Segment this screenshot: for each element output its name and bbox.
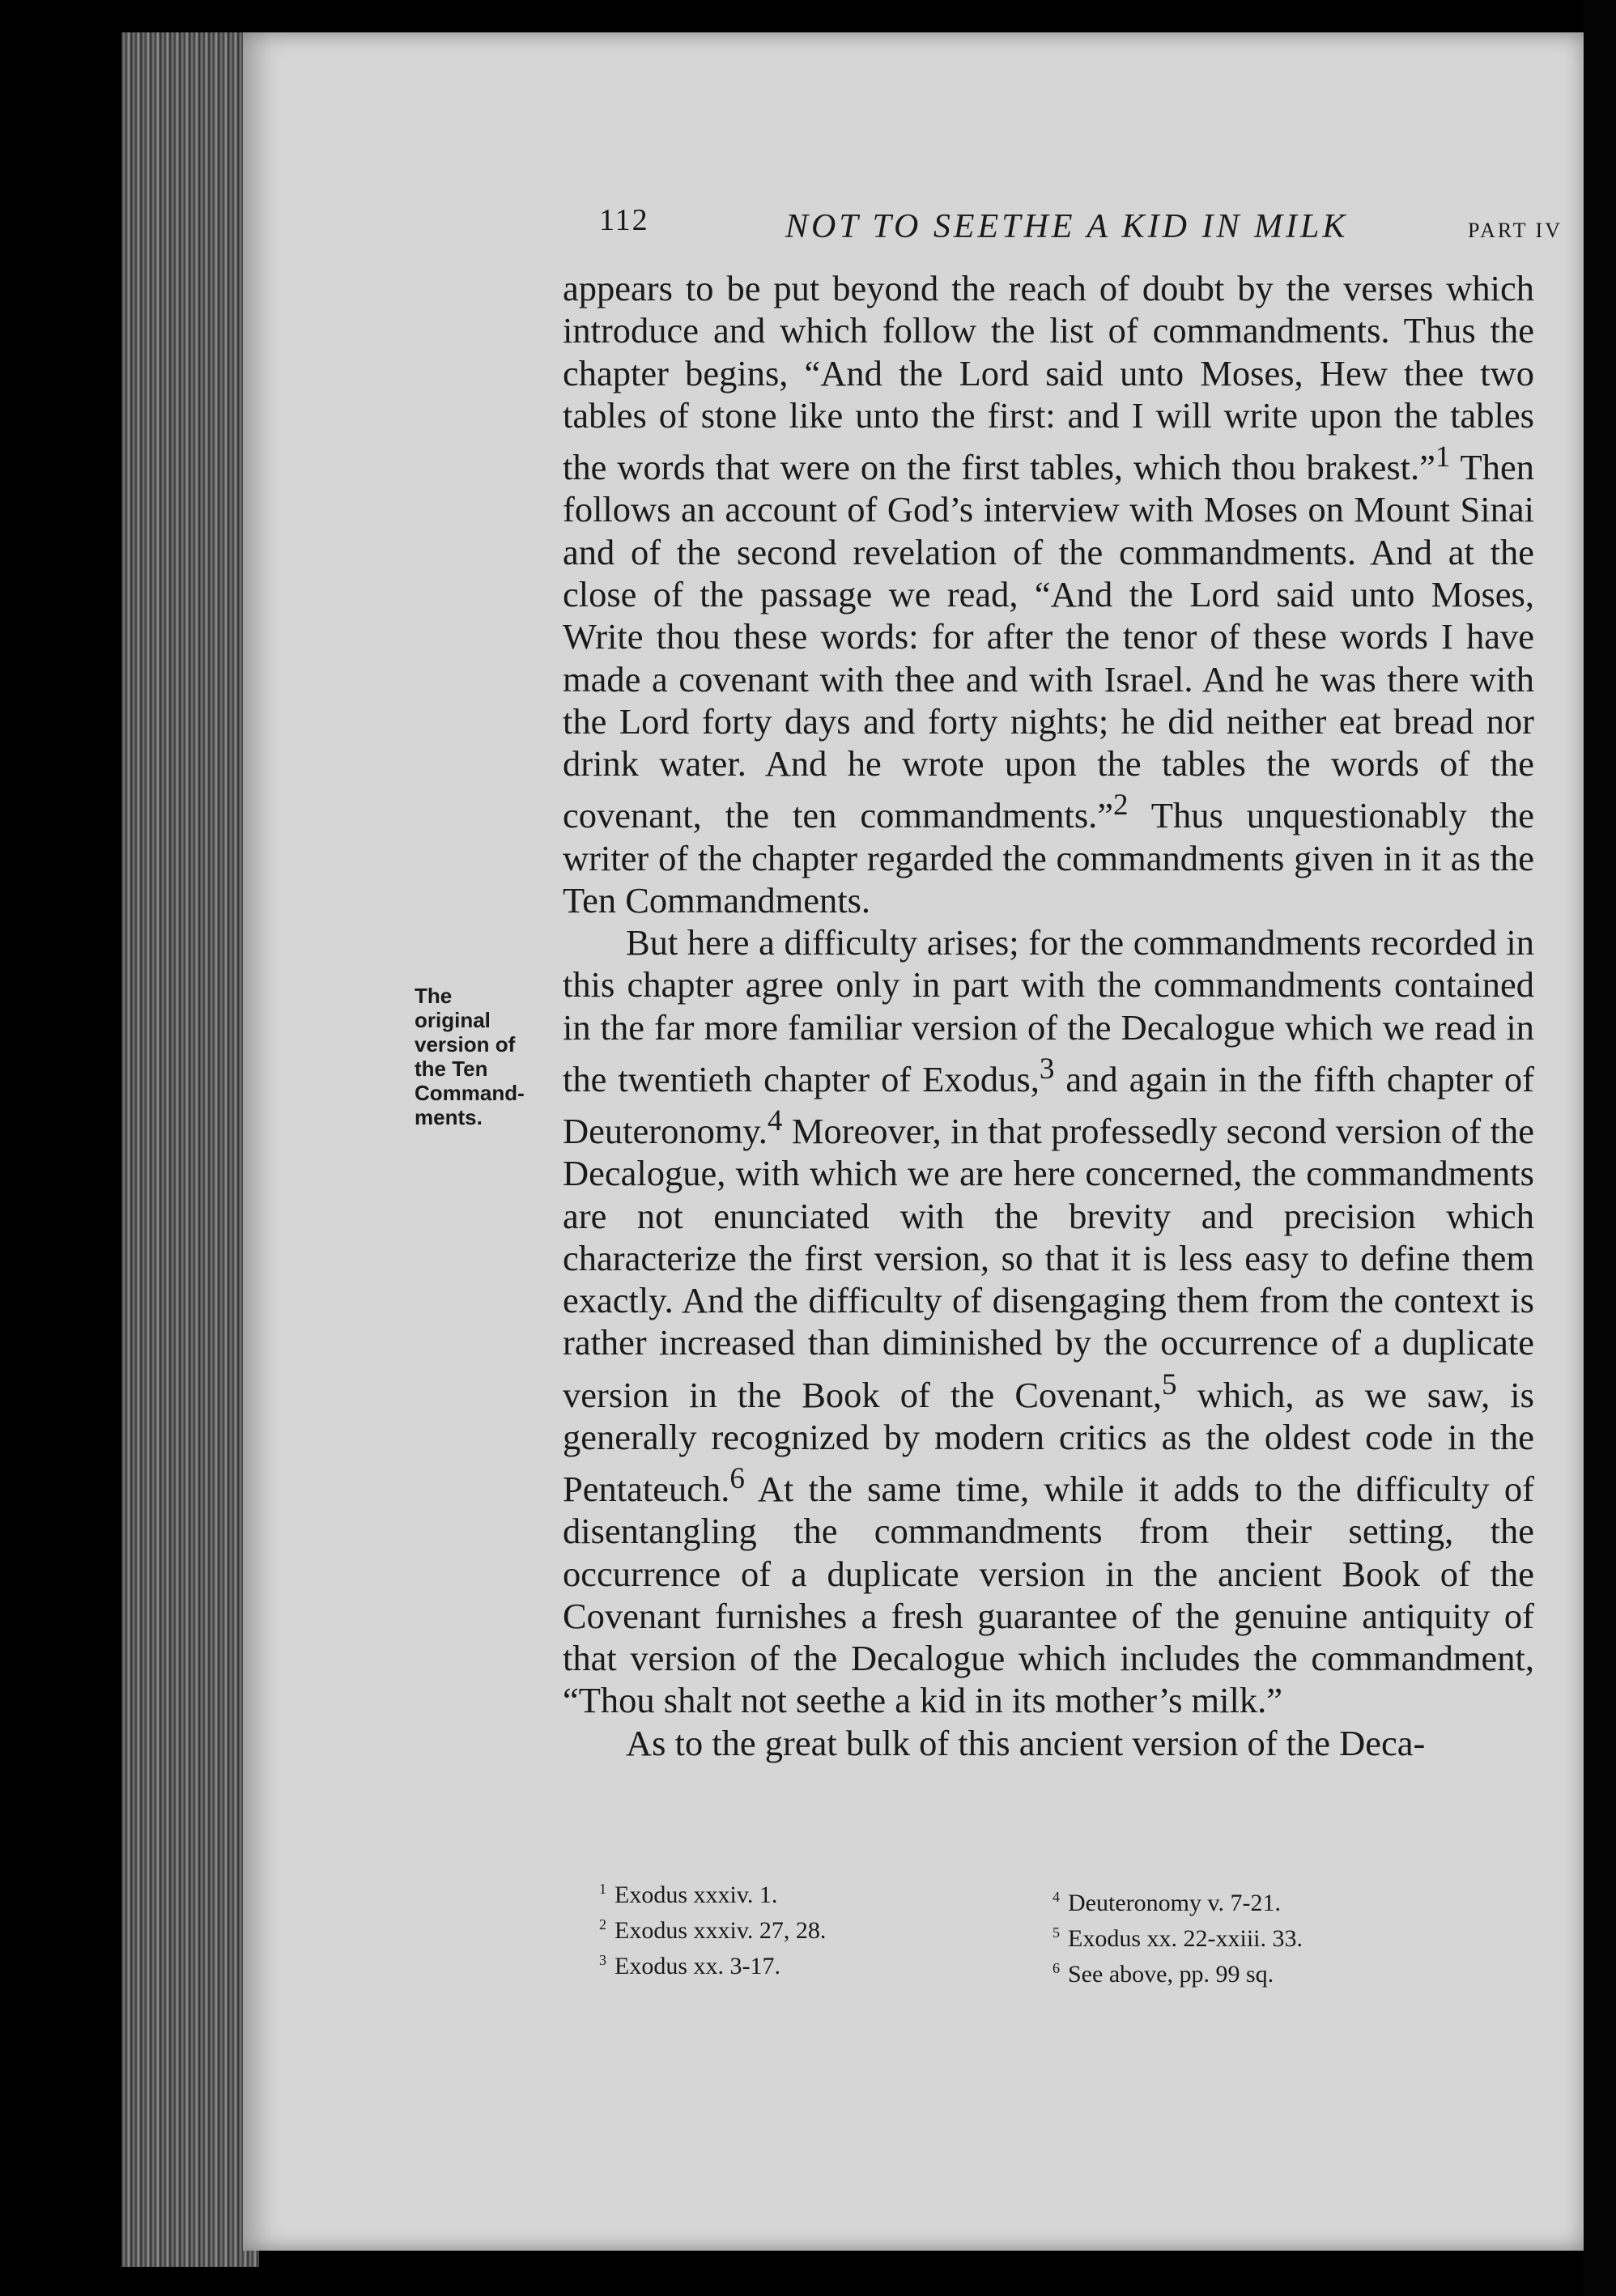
paragraph-2 [563, 921, 1534, 1722]
footnote-text: See above, pp. 99 sq. [1068, 1961, 1274, 1988]
footnote-ref: 1 [1435, 440, 1451, 474]
footnote-ref: 2 [1113, 789, 1129, 823]
footnote-ref: 3 [1039, 1052, 1055, 1086]
footnote-mark: 2 [599, 1916, 606, 1932]
text-run: At the same time, while it adds to the difficulty of disentangling the commandments from their setting, the occurrence of a duplicate version in the ancient Book of the Covenant furnishes a fresh guarantee of the genuine antiquity of that version of the Decalogue which includes the commandment, “Thou shalt not seethe a kid in its mother’s milk.” [563, 1468, 1534, 1721]
text-run: and again in the fifth chapter of Deuteronomy. [563, 1058, 1534, 1151]
footnote-ref: 6 [729, 1462, 745, 1496]
margin-sidenote: The original version of the Ten Command- ments. [415, 984, 525, 1129]
footnote-mark: 4 [1053, 1889, 1060, 1905]
scan-right-border [1584, 0, 1616, 2296]
footnote-ref: 5 [1162, 1367, 1177, 1401]
footnote-text: Deuteronomy v. 7-21. [1068, 1890, 1281, 1916]
text-run: As to the great bulk of this ancient version of the Deca- [626, 1722, 1426, 1763]
text-run: appears to be put beyond the reach of doubt by the verses which introduce and which follow the list of commandments. Thus the chapter begins, “And the Lord said unto Moses, Hew thee two tables of stone like unto the first: and I will write upon the tables the words that were on the first tables, which thou brakest.” [563, 268, 1534, 488]
footnote-mark: 1 [599, 1881, 606, 1897]
paragraph-1 [563, 267, 1534, 921]
paragraph-3 [563, 1722, 1534, 1764]
part-label: PART IV [1468, 219, 1563, 242]
footnote-text: Exodus xx. 3-17. [615, 1953, 780, 1979]
footnote [599, 1874, 1036, 1910]
main-text [563, 267, 1534, 1764]
footnote-mark: 5 [1053, 1924, 1060, 1941]
page-number: 112 [599, 203, 649, 237]
footnotes-left-column [599, 1874, 1036, 1981]
text-run: which, as we saw, is generally recognized by modern critics as the oldest code in the Pentateuch. [563, 1374, 1534, 1509]
text-run: Then follows an account of God’s interview with Moses on Mount Sinai and of the second revelation of the commandments. And at the close of the passage we read, “And the Lord said unto Moses, Write thou these words: for after the tenor of these words I have made a covenant with thee and with Israel. And he was there with the Lord forty days and forty nights; he did neither eat bread nor drink water. And he wrote upon the tables the words of the covenant, the ten commandments.” [563, 447, 1534, 836]
footnote [1053, 1954, 1490, 1989]
footnote-text: Exodus xx. 22-xxiii. 33. [1068, 1925, 1303, 1952]
footnote [599, 1945, 1036, 1981]
footnote-mark: 3 [599, 1952, 606, 1968]
footnotes-right-column [1053, 1882, 1490, 1989]
running-title: NOT TO SEETHE A KID IN MILK [785, 208, 1349, 245]
page-header [599, 194, 1563, 251]
footnote-ref: 4 [767, 1104, 783, 1138]
footnote-text: Exodus xxxiv. 1. [615, 1881, 778, 1908]
book-binding-edge [121, 32, 259, 2267]
text-run: But here a difficulty arises; for the commandments recorded in this chapter agree only in part with the commandments contained in the far more familiar version of the Decalogue which we read in the twentieth chapter of Exodus, [563, 922, 1534, 1099]
footnote [1053, 1882, 1490, 1918]
text-run: Moreover, in that professedly second version of the Decalogue, with which we are here concerned, the commandments are not enunciated with the brevity and precision which characterize the first version, so that it is less easy to define them exactly. And the difficulty of disengaging them from the context is rather increased than diminished by the occurrence of a duplicate version in the Book of the Covenant, [563, 1110, 1534, 1415]
footnote-text: Exodus xxxiv. 27, 28. [615, 1917, 827, 1944]
footnote-mark: 6 [1053, 1960, 1060, 1976]
footnote [599, 1910, 1036, 1945]
text-run: Thus unquestionably the writer of the chapter regarded the commandments given in it as the Ten Commandments. [563, 795, 1534, 921]
footnote [1053, 1918, 1490, 1954]
